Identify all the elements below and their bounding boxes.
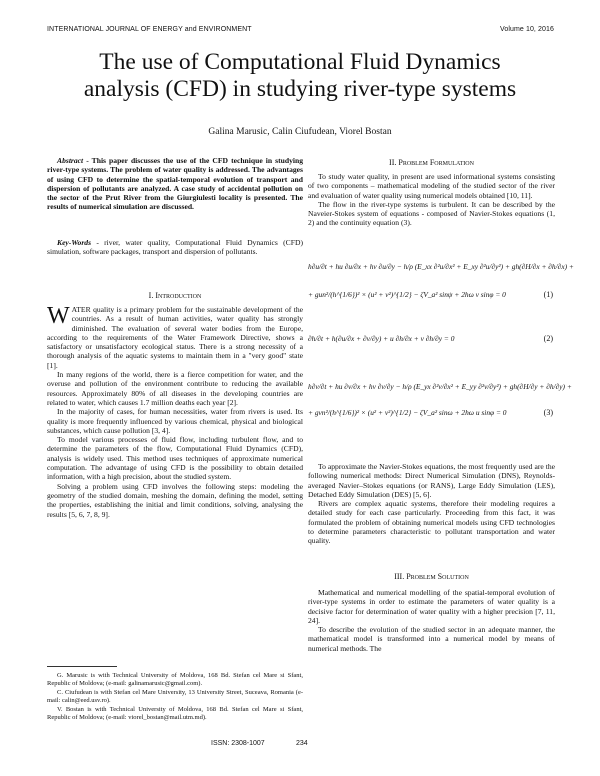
equation-1-line-1: h∂u/∂t + hu ∂u/∂x + hv ∂u/∂y − h/ρ (E_xx ∂²u/∂x² + E_xy ∂²u/∂y²) + gh(∂H/∂x + ∂h/∂x) + xyxy=(308,262,574,271)
equation-1-line-2: + gun²/(h^{1/6})² × (u² + v²)^{1/2} − ζV_a² sinψ + 2hω v sinφ = 0 xyxy=(308,290,506,299)
approximation-body xyxy=(308,462,555,546)
title-line-2: analysis (CFD) in studying river-type systems xyxy=(83,76,517,102)
issn-footer: ISSN: 2308-1007 xyxy=(211,740,265,747)
page-number: 234 xyxy=(296,740,308,747)
equation-2-number: (2) xyxy=(543,334,553,343)
intro-paragraph-5: Solving a problem using CFD involves the following steps: modeling the geometry of the studied domain, meshing the domain, defining the model, setting the properties, establishing the initial and limit conditions, solving, analysing the results [5, 6, 7, 8, 9]. xyxy=(47,481,303,519)
equation-3-line-2: + gvn²/(h^{1/6})² × (u² + v²)^{1/2} − ζV_a² sinω + 2hω u sinφ = 0 xyxy=(308,408,507,417)
keywords-text: - river, water quality, Computational Fluid Dynamics (CFD) simulation, software packages, transport and dispersion of pollutants. xyxy=(47,238,303,257)
footnote-rule xyxy=(47,666,117,667)
volume-header: Volume 10, 2016 xyxy=(499,26,554,33)
equation-3-number: (3) xyxy=(543,408,553,417)
introduction-body xyxy=(47,305,303,519)
equation-3-line-1: h∂v/∂t + hu ∂v/∂x + hv ∂v/∂y − h/ρ (E_yx ∂²v/∂x² + E_yy ∂²v/∂y²) + gh(∂H/∂y + ∂h/∂y) + xyxy=(308,382,572,391)
intro-paragraph-1: ATER quality is a primary problem for the sustainable development of the countries. As a result of human activities, water quality has strongly diminished. The evaluation of several water bodies from the Europe, according to the requirements of the Water Framework Directive, shows a satisfactory or unsatisfactory ecological status. There is a strong necessity of a thorough analysis of the aquatic systems to maintain them in a "very good" state [1]. xyxy=(47,305,303,370)
title-line-1: The use of Computational Fluid Dynamics xyxy=(99,49,501,75)
solution-paragraph-1: Mathematical and numerical modelling of the spatial-temporal evolution of river-type systems in order to estimate the parameters of water quality is a decisive factor for determination of water quality with a higher precision [7, 11, 24]. xyxy=(308,588,555,625)
footnote-2: C. Ciufudean is with Stefan cel Mare University, 13 University Street, Suceava, Romania (e-mail: calin@eed.usv.ro). xyxy=(47,688,303,705)
section-heading-problem-formulation: II. Problem Formulation xyxy=(389,158,474,167)
equation-2: ∂h/∂t + h(∂u/∂x + ∂v/∂y) + u ∂h/∂x + v ∂h/∂y = 0 xyxy=(308,334,455,343)
abstract-label: Abstract xyxy=(57,156,84,165)
intro-paragraph-3: In the majority of cases, for human necessities, water from rivers is used. Its quality is more frequently influenced by various chemical, physical and biological substances, which cause pollution [3, 4]. xyxy=(47,407,303,435)
keywords-label: Key-Words xyxy=(57,238,92,247)
section-heading-introduction: I. Introduction xyxy=(148,291,202,300)
journal-header: INTERNATIONAL JOURNAL OF ENERGY and ENVIRONMENT xyxy=(47,26,252,33)
formulation-paragraph-1: To study water quality, in present are used informational systems consisting of two components – mathematical modeling of the studied sector of the river and evaluation of water quality using numerical models obtained [10, 11]. xyxy=(308,172,555,200)
paper-title xyxy=(40,49,560,103)
footnotes xyxy=(47,672,303,722)
keywords xyxy=(47,238,303,257)
formulation-paragraph-2: The flow in the river-type systems is turbulent. It can be described by the Naveier-Stokes system of equations - composed of Navier-Stokes equations (1, 2) and the continuity equation (3). xyxy=(308,199,555,228)
drop-cap: W xyxy=(47,303,70,329)
section-heading-problem-solution: III. Problem Solution xyxy=(394,572,469,581)
intro-paragraph-4: To model various processes of fluid flow, including turbulent flow, and to determine the parameters of the flow, Computational Fluid Dynamics (CFD), analysis is widely used. This method uses techniques of approximate numerical computation. The advantage of using CFD is the possibility to obtain detailed information, with a high precision, about the studied system. xyxy=(47,435,303,482)
formulation-body xyxy=(308,172,555,228)
footnote-1: G. Marusic is with Technical University of Moldova, 168 Bd. Stefan cel Mare si Sfant, Republic of Moldova; (e-mail: galinamarusic@gmail.com). xyxy=(47,672,303,688)
equation-1-number: (1) xyxy=(543,290,553,299)
solution-paragraph-2: To describe the evolution of the studied sector in an adequate manner, the mathematical model is transformed into a numerical model by means of numerical methods. The xyxy=(308,625,555,653)
intro-paragraph-2: In many regions of the world, there is a fierce competition for water, and the overuse and pollution of the environment contribute to reducing the available resources. Approximately 80% of all diseases in the developing countries are related to water, which causes 1.7 million deaths each year [2]. xyxy=(47,370,303,407)
authors: Galina Marusic, Calin Ciufudean, Viorel Bostan xyxy=(208,127,392,137)
abstract-text: - This paper discusses the use of the CFD technique in studying river-type systems. The problem of water quality is addressed. The advantages of using CFD to determine the spatial-temporal evolution of transport and dispersion of pollutants are analyzed. A case study of accidental pollution on the sector of the Prut River from the Giurgiulesti locality is presented. The results of numerical simulation are discussed. xyxy=(47,156,303,212)
approx-paragraph-2: Rivers are complex aquatic systems, therefore their modeling requires a detailed study for each case particularly. Proceeding from this fact, it was formulated the problem of obtaining numerical models using CFD technologies to determine parameters characteristic to pollutant transportation and water quality. xyxy=(308,499,555,546)
approx-paragraph-1: To approximate the Navier-Stokes equations, the most frequently used are the following numerical methods: Direct Numerical Simulation (DNS), Reynolds-averaged Navier–Stokes equations (or RANS), Large Eddy Simulation (LES), Detached Eddy Simulation (DES) [5, 6]. xyxy=(308,462,555,499)
footnote-3: V. Bostan is with Technical University of Moldova, 168 Bd. Stefan cel Mare si Sfant, Republic of Moldova; (e-mail: viorel_bostan@mail.utm.md). xyxy=(47,705,303,722)
solution-body xyxy=(308,588,555,653)
abstract xyxy=(47,156,303,212)
